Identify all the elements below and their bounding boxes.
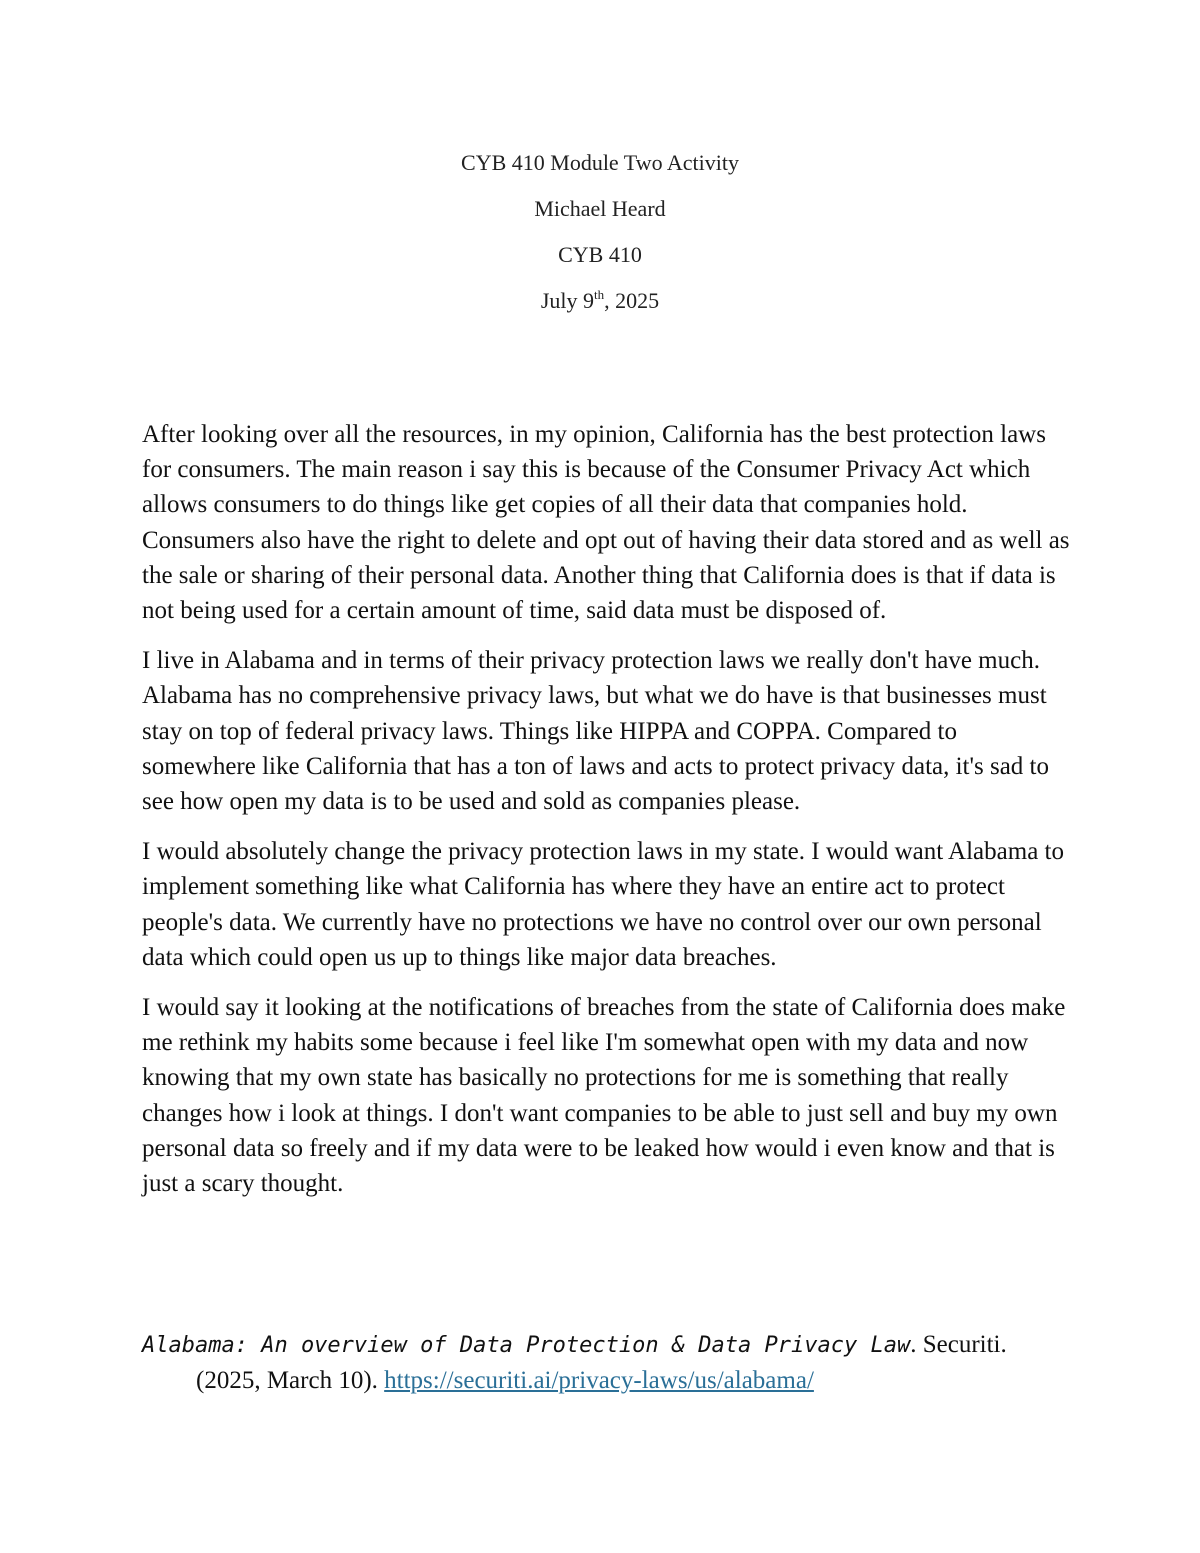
paragraph-alabama: I live in Alabama and in terms of their privacy protection laws we really don't have much. Alabama has no comprehensive privacy laws, but what we do have is that businesses must stay on top of federal privacy laws. Things like HIPPA and COPPA. Compared to somewhere like California that has a ton of laws and acts to protect privacy data, it's sad to see how open my data is to be used and sold as companies please.	[142, 647, 1050, 816]
reference-entry	[142, 1327, 1077, 1398]
course-code: CYB 410	[558, 242, 642, 267]
body-text	[142, 417, 1077, 1216]
title-block	[0, 140, 1200, 324]
reference-publisher: . Securiti. (2025, March 10).	[196, 1331, 1007, 1395]
date-ordinal-suffix: th	[594, 287, 605, 302]
author-name: Michael Heard	[534, 196, 666, 221]
reference-title: Alabama: An overview of Data Protection & Data Privacy Law	[142, 1333, 911, 1358]
paragraph-change-laws: I would absolutely change the privacy protection laws in my state. I would want Alabama to implement something like what California has where they have an entire act to protect people's data. We currently have no protections we have no control over our own personal data which could open us up to things like major data breaches.	[142, 838, 1064, 971]
date-rest: , 2025	[604, 288, 660, 313]
paragraph-habits: I would say it looking at the notifications of breaches from the state of California does make me rethink my habits some because i feel like I'm somewhat open with my data and now knowing that my own state has basically no protections for me is something that really changes how i look at things. I don't want companies to be able to just sell and buy my own personal data so freely and if my data were to be leaked how would i even know and that is just a scary thought.	[142, 994, 1066, 1198]
date-prefix: July 9	[540, 288, 595, 313]
document-date	[0, 278, 1200, 324]
paragraph-california: After looking over all the resources, in my opinion, California has the best protection laws for consumers. The main reason i say this is because of the Consumer Privacy Act which allows consumers to do things like get copies of all their data that companies hold. Consumers also have the right to delete and opt out of having their data stored and as well as the sale or sharing of their personal data. Another thing that California does is that if data is not being used for a certain amount of time, said data must be disposed of.	[142, 421, 1070, 625]
document-title: CYB 410 Module Two Activity	[461, 150, 739, 175]
reference-link[interactable]: https://securiti.ai/privacy-laws/us/alabama/	[384, 1367, 814, 1395]
